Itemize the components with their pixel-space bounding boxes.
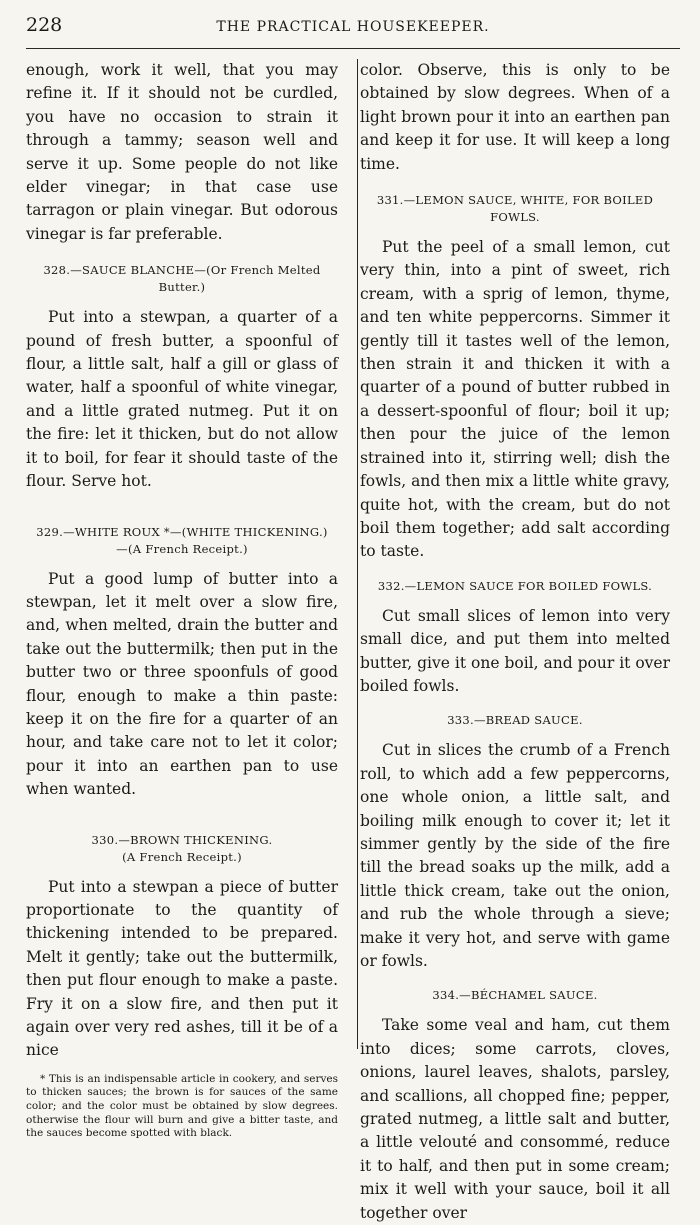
column-divider	[357, 59, 358, 1049]
recipe-heading-331: 331.—LEMON SAUCE, WHITE, FOR BOILED FOWLS.	[376, 193, 654, 225]
recipe-text-330: Put into a stewpan a piece of butter proportionate to the quantity of thickening intended to be prepared. Melt it gently; take out the buttermilk, then put flour enough to make a paste. Fry it on a slow fire, and then put it again over very red ashes, till it be of a nice	[26, 877, 338, 1060]
continued-paragraph: enough, work it well, that you may refine it. If it should not be curdled, you have no occasion to strain it through a tammy; season well and serve it up. Some people do not like elder vinegar; in that case use tarragon or plain vinegar. But odorous vinegar is far preferable.	[26, 61, 338, 243]
recipe-text-331: Put the peel of a small lemon, cut very thin, into a pint of sweet, rich cream, with a sprig of lemon, thyme, and ten white peppercorns. Simmer it gently till it tastes well of the lemon, then strain it and thicken it with a quarter of a pound of butter rubbed in a dessert-spoonful of flour; boil it up; then pour the juice of the lemon strained into it, stirring well; dish the fowls, and then mix a little white gravy, quite hot, with the cream, but do not boil them together; add salt according to taste.	[360, 238, 670, 561]
two-column-body	[26, 59, 680, 1225]
running-title: THE PRACTICAL HOUSEKEEPER.	[216, 19, 490, 35]
recipe-heading-328: 328.—SAUCE BLANCHE—(Or French Melted Butter.)	[43, 263, 321, 295]
recipe-text-333: Cut in slices the crumb of a French roll, to which add a few peppercorns, one whole onion, a little salt, and boiling milk enough to cover it; let it simmer gently by the side of the fire till the bread soaks up the milk, add a little thick cream, take out the onion, and rub the whole through a sieve; make it very hot, and serve with game or fowls.	[360, 741, 670, 970]
recipe-subheading-330: (A French Receipt.)	[122, 849, 242, 864]
page-number: 228	[26, 14, 63, 36]
left-column	[26, 59, 348, 1225]
recipe-text-332: Cut small slices of lemon into very small dice, and put them into melted butter, give it one boil, and pour it over boiled fowls.	[360, 606, 670, 695]
recipe-text-334: Take some veal and ham, cut them into dices; some carrots, cloves, onions, laurel leaves, shalots, parsley, and scallions, all chopped fine; pepper, grated nutmeg, a little salt and butter, a little velouté and consommé, reduce it to half, and then put in some cream; mix it well with your sauce, boil it all together over	[360, 1016, 670, 1222]
recipe-heading-332: 332.—LEMON SAUCE FOR BOILED FOWLS.	[377, 578, 653, 593]
recipe-heading-334: 334.—BÉCHAMEL SAUCE.	[432, 988, 598, 1003]
continued-paragraph-right: color. Observe, this is only to be obtained by slow degrees. When of a light brown pour it into an earthen pan and keep it for use. It will keep a long time.	[360, 61, 670, 173]
footnote: * This is an indispensable article in cookery, and serves to thicken sauces; the brown is for sauces of the same color; and the color must be obtained by slow degrees. otherwise the flour will burn and give a bitter taste, and the sauces become spotted with black.	[26, 1072, 338, 1140]
recipe-text-329: Put a good lump of butter into a stewpan, let it melt over a slow fire, and, when melted, drain the butter and take out the buttermilk; then put in the butter two or three spoonfuls of good flour, enough to make a thin paste: keep it on the fire for a quarter of an hour, and take care not to let it color; pour it into an earthen pan to use when wanted.	[26, 569, 338, 799]
recipe-text-328: Put into a stewpan, a quarter of a pound of fresh butter, a spoonful of flour, a little salt, half a gill or glass of water, half a spoonful of white vinegar, and a little grated nutmeg. Put it on the fire: let it thicken, but do not allow it to boil, for fear it should taste of the flour. Serve hot.	[26, 308, 338, 491]
recipe-heading-333: 333.—BREAD SAUCE.	[447, 713, 583, 728]
page-header	[26, 14, 680, 49]
recipe-heading-330: 330.—BROWN THICKENING.	[91, 832, 273, 847]
right-column	[348, 59, 670, 1225]
recipe-heading-329: 329.—WHITE ROUX *—(WHITE THICKENING.)—(A French Receipt.)	[36, 524, 328, 556]
